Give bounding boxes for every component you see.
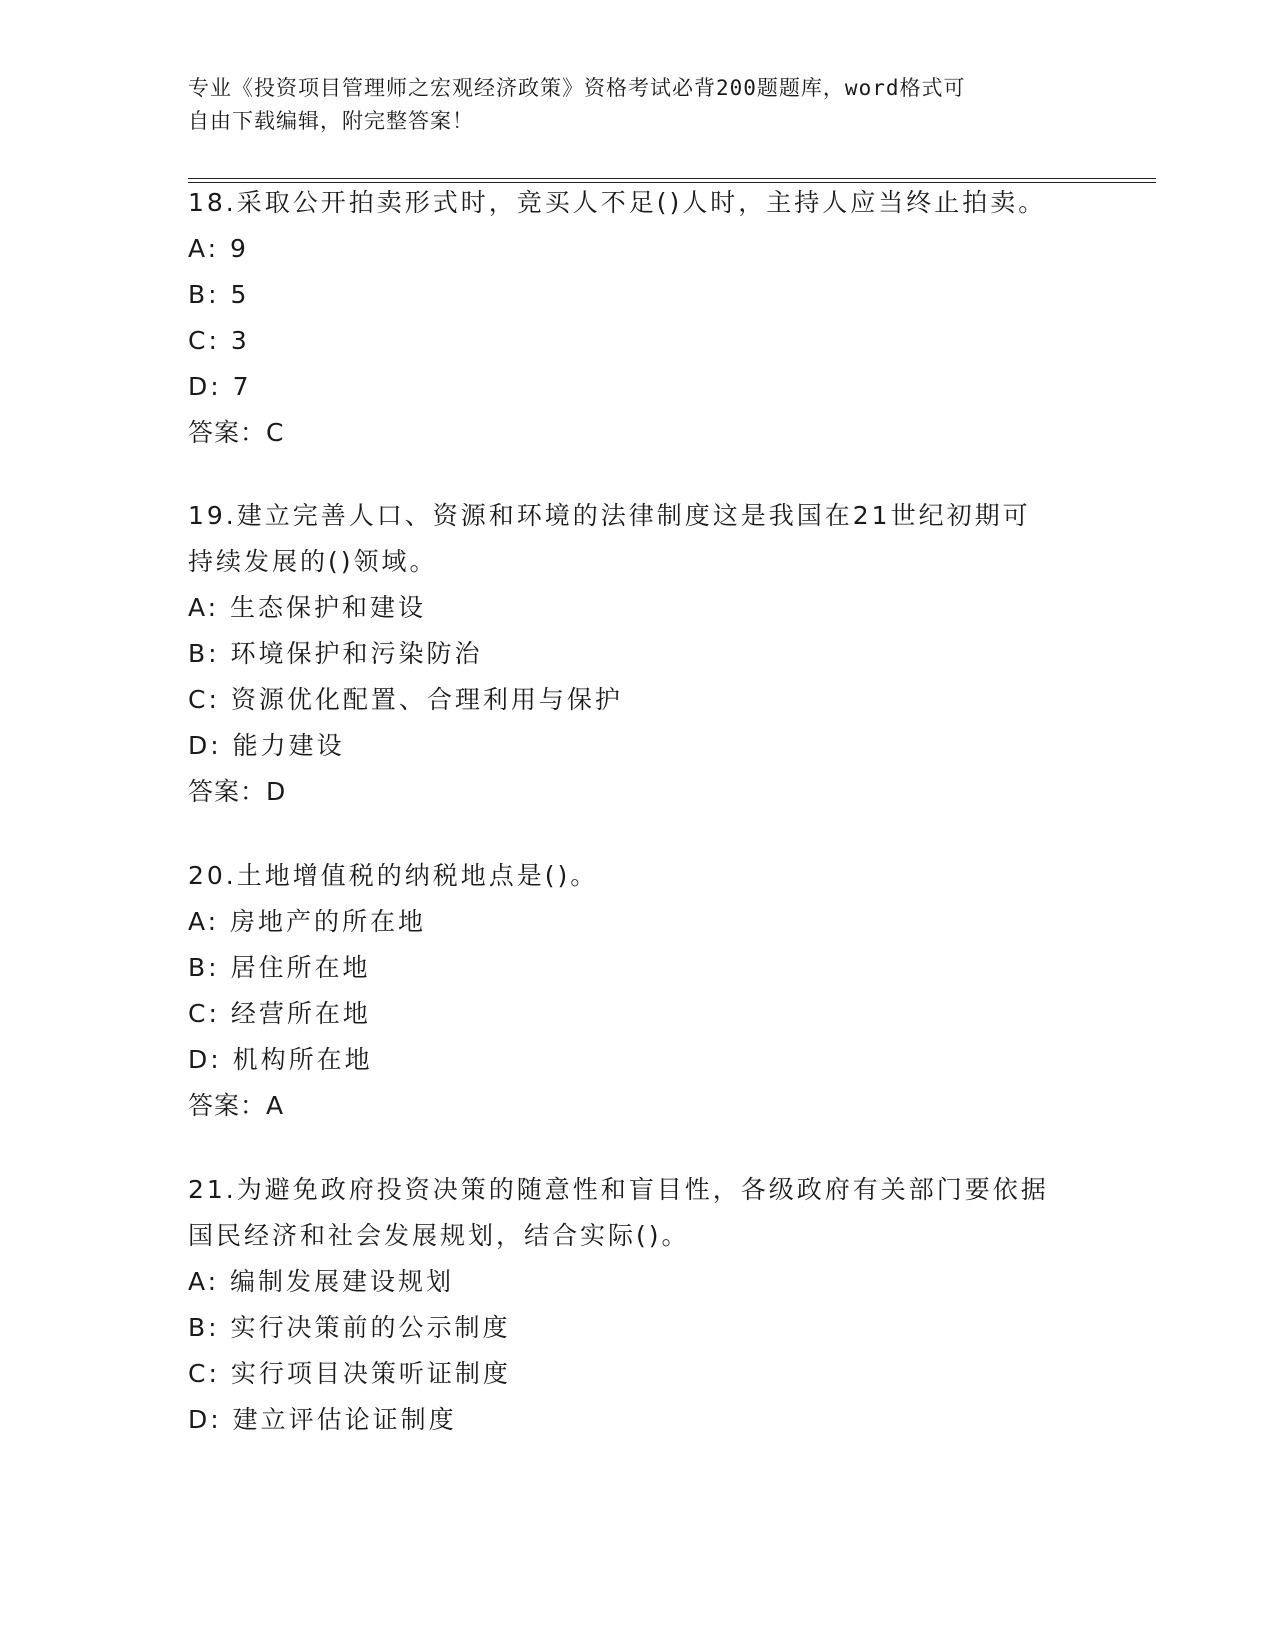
question-stem: 18.采取公开拍卖形式时，竞买人不足()人时，主持人应当终止拍卖。 xyxy=(188,188,1047,217)
header-line-2: 自由下载编辑，附完整答案！ xyxy=(188,109,474,133)
document-header xyxy=(188,72,1068,138)
option-d: D: 7 xyxy=(188,372,252,401)
option-d: D: 能力建设 xyxy=(188,731,345,760)
question-stem-continued: 国民经济和社会发展规划，结合实际()。 xyxy=(188,1221,690,1250)
header-line-1: 专业《投资项目管理师之宏观经济政策》资格考试必背200题题库，word格式可 xyxy=(188,76,966,100)
answer: 答案：A xyxy=(188,1091,285,1120)
option-b: B: 5 xyxy=(188,280,250,309)
option-d: D: 机构所在地 xyxy=(188,1045,373,1074)
option-c: C: 经营所在地 xyxy=(188,999,371,1028)
option-b: B: 居住所在地 xyxy=(188,953,371,982)
answer: 答案：D xyxy=(188,777,287,806)
option-a: A: 生态保护和建设 xyxy=(188,593,427,622)
option-c: C: 实行项目决策听证制度 xyxy=(188,1359,511,1388)
option-a: A: 9 xyxy=(188,234,249,263)
question-21 xyxy=(188,1167,1088,1443)
question-stem: 20.土地增值税的纳税地点是()。 xyxy=(188,861,599,890)
question-stem: 21.为避免政府投资决策的随意性和盲目性，各级政府有关部门要依据 xyxy=(188,1175,1049,1204)
option-d: D: 建立评估论证制度 xyxy=(188,1405,457,1434)
option-c: C: 资源优化配置、合理利用与保护 xyxy=(188,685,623,714)
question-stem-continued: 持续发展的()领域。 xyxy=(188,547,438,576)
question-20 xyxy=(188,853,1088,1129)
option-b: B: 环境保护和污染防治 xyxy=(188,639,483,668)
option-b: B: 实行决策前的公示制度 xyxy=(188,1313,511,1342)
option-c: C: 3 xyxy=(188,326,250,355)
answer: 答案：C xyxy=(188,418,285,447)
question-stem: 19.建立完善人口、资源和环境的法律制度这是我国在21世纪初期可 xyxy=(188,501,1031,530)
option-a: A: 编制发展建设规划 xyxy=(188,1267,455,1296)
question-19 xyxy=(188,493,1088,815)
question-18 xyxy=(188,180,1088,456)
option-a: A: 房地产的所在地 xyxy=(188,907,427,936)
